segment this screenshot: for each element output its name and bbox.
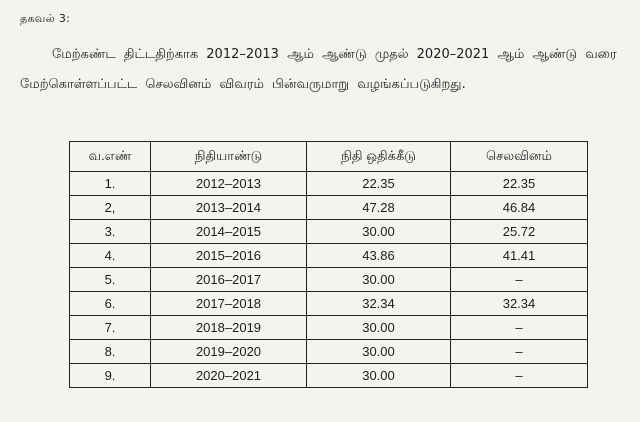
header-fund-allocation: நிதி ஒதிக்கீடு: [307, 142, 451, 172]
cell-expenditure: 46.84: [451, 196, 588, 220]
cell-financial-year: 2016–2017: [151, 268, 307, 292]
cell-financial-year: 2020–2021: [151, 364, 307, 388]
cell-expenditure: –: [451, 340, 588, 364]
intro-paragraph: மேற்கண்ட திட்டதிற்காக 2012–2013 ஆம் ஆண்டு முதல் 2020–2021 ஆம் ஆண்டு வரை மேற்கொள்ளப்பட்ட செலவினம் விவரம் பின்வருமாறு வழங்கப்படுகிறது.: [20, 47, 617, 92]
cell-expenditure: 25.72: [451, 220, 588, 244]
table-row: [70, 172, 588, 196]
section-heading: தகவல் 3:: [20, 12, 71, 25]
table-row: [70, 340, 588, 364]
table-row: [70, 244, 588, 268]
cell-financial-year: 2013–2014: [151, 196, 307, 220]
header-expenditure: செலவினம்: [451, 142, 588, 172]
table-row: [70, 196, 588, 220]
cell-serial-number: 5.: [70, 268, 151, 292]
cell-expenditure: –: [451, 268, 588, 292]
cell-financial-year: 2015–2016: [151, 244, 307, 268]
cell-expenditure: –: [451, 364, 588, 388]
table-row: [70, 268, 588, 292]
cell-fund-allocation: 22.35: [307, 172, 451, 196]
cell-fund-allocation: 30.00: [307, 340, 451, 364]
cell-financial-year: 2018–2019: [151, 316, 307, 340]
cell-expenditure: –: [451, 316, 588, 340]
header-financial-year: நிதியாண்டு: [151, 142, 307, 172]
cell-fund-allocation: 30.00: [307, 268, 451, 292]
table-header-row: [70, 142, 588, 172]
cell-financial-year: 2017–2018: [151, 292, 307, 316]
cell-fund-allocation: 30.00: [307, 220, 451, 244]
cell-serial-number: 9.: [70, 364, 151, 388]
cell-financial-year: 2019–2020: [151, 340, 307, 364]
table-row: [70, 316, 588, 340]
cell-serial-number: 3.: [70, 220, 151, 244]
cell-fund-allocation: 30.00: [307, 364, 451, 388]
cell-fund-allocation: 47.28: [307, 196, 451, 220]
cell-serial-number: 1.: [70, 172, 151, 196]
table-row: [70, 364, 588, 388]
cell-financial-year: 2012–2013: [151, 172, 307, 196]
cell-expenditure: 41.41: [451, 244, 588, 268]
header-serial-number: வ.எண்: [70, 142, 151, 172]
cell-serial-number: 8.: [70, 340, 151, 364]
cell-serial-number: 2,: [70, 196, 151, 220]
cell-fund-allocation: 32.34: [307, 292, 451, 316]
cell-expenditure: 22.35: [451, 172, 588, 196]
cell-fund-allocation: 43.86: [307, 244, 451, 268]
cell-financial-year: 2014–2015: [151, 220, 307, 244]
expenditure-table: [69, 141, 588, 388]
cell-serial-number: 7.: [70, 316, 151, 340]
cell-fund-allocation: 30.00: [307, 316, 451, 340]
table-row: [70, 292, 588, 316]
cell-serial-number: 6.: [70, 292, 151, 316]
cell-serial-number: 4.: [70, 244, 151, 268]
table-row: [70, 220, 588, 244]
cell-expenditure: 32.34: [451, 292, 588, 316]
